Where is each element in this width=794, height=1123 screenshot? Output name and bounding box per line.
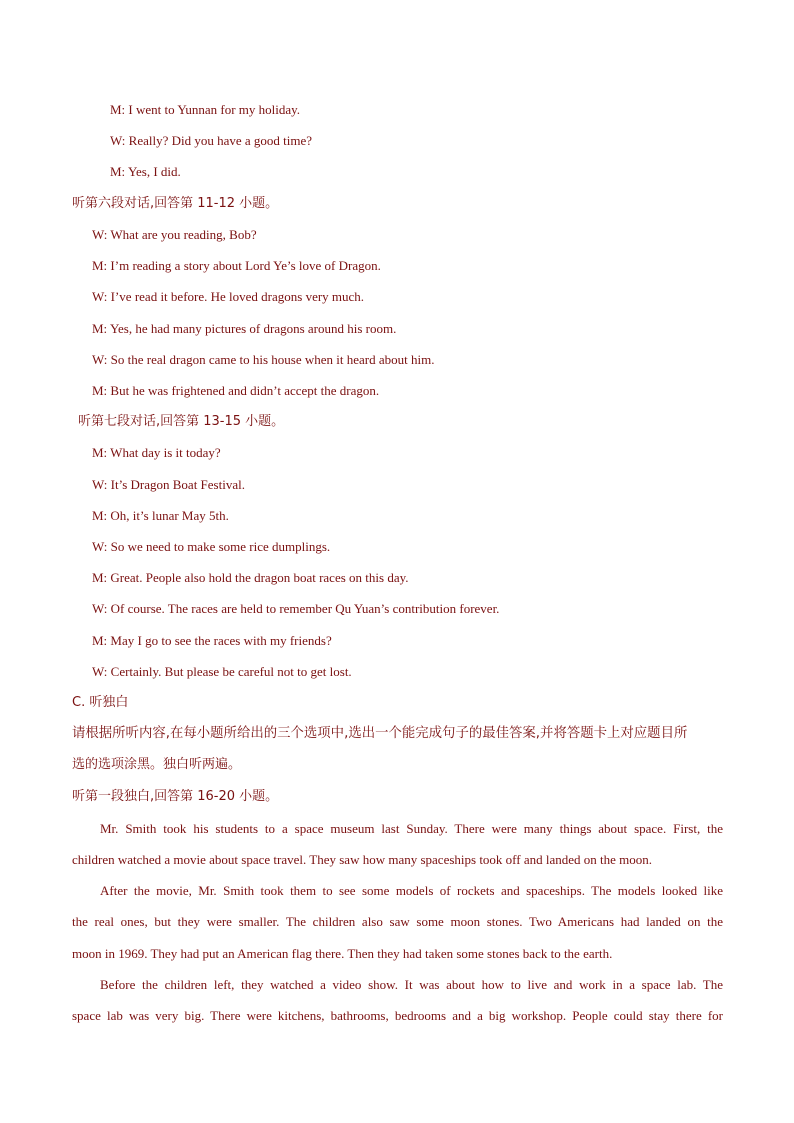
monologue-line: space lab was very big. There were kitchens, bathrooms, bedrooms and a big workshop. People could stay there for: [72, 1008, 723, 1023]
dialogue-line: W: What are you reading, Bob?: [92, 227, 257, 242]
dialogue-line: W: Really? Did you have a good time?: [110, 133, 313, 148]
dialogue-line: M: Oh, it’s lunar May 5th.: [92, 508, 229, 523]
dialogue-line: M: Yes, I did.: [110, 164, 181, 179]
dialogue-line: M: I’m reading a story about Lord Ye’s love of Dragon.: [92, 258, 381, 273]
monologue-line: the real ones, but they were smaller. The children also saw some moon stones. Two Americans had landed on the: [72, 914, 723, 929]
monologue-line: moon in 1969. They had put an American flag there. Then they had taken some stones back to the earth.: [72, 946, 613, 961]
dialogue-line: M: May I go to see the races with my friends?: [92, 633, 332, 648]
section-heading: 听第七段对话,回答第 13-15 小题。: [78, 414, 285, 429]
dialogue-line: M: I went to Yunnan for my holiday.: [110, 102, 301, 117]
section-heading: 听第一段独白,回答第 16-20 小题。: [72, 789, 279, 804]
dialogue-line: W: I’ve read it before. He loved dragons very much.: [92, 289, 365, 304]
dialogue-line: M: What day is it today?: [92, 445, 221, 460]
dialogue-line: W: It’s Dragon Boat Festival.: [92, 477, 245, 492]
dialogue-line: W: Certainly. But please be careful not to get lost.: [92, 664, 352, 679]
dialogue-line: W: So the real dragon came to his house when it heard about him.: [92, 352, 435, 367]
dialogue-line: M: Great. People also hold the dragon boat races on this day.: [92, 570, 409, 585]
part-title: C. 听独白: [72, 695, 129, 710]
instructions-text: 选的选项涂黑。独白听两遍。: [72, 757, 242, 772]
monologue-line: Before the children left, they watched a video show. It was about how to live and work in a space lab. The: [100, 977, 723, 992]
dialogue-line: M: Yes, he had many pictures of dragons around his room.: [92, 321, 397, 336]
instructions-text: 请根据所听内容,在每小题所给出的三个选项中,选出一个能完成句子的最佳答案,并将答题卡上对应题目所: [72, 726, 688, 741]
dialogue-line: W: So we need to make some rice dumplings.: [92, 539, 331, 554]
monologue-line: Mr. Smith took his students to a space museum last Sunday. There were many things about space. First, the: [100, 821, 723, 836]
section-heading: 听第六段对话,回答第 11-12 小题。: [72, 196, 279, 211]
monologue-line: children watched a movie about space travel. They saw how many spaceships took off and landed on the moon.: [72, 852, 653, 867]
dialogue-line: M: But he was frightened and didn’t accept the dragon.: [92, 383, 380, 398]
dialogue-line: W: Of course. The races are held to remember Qu Yuan’s contribution forever.: [92, 601, 500, 616]
monologue-line: After the movie, Mr. Smith took them to see some models of rockets and spaceships. The models looked like: [100, 883, 723, 898]
